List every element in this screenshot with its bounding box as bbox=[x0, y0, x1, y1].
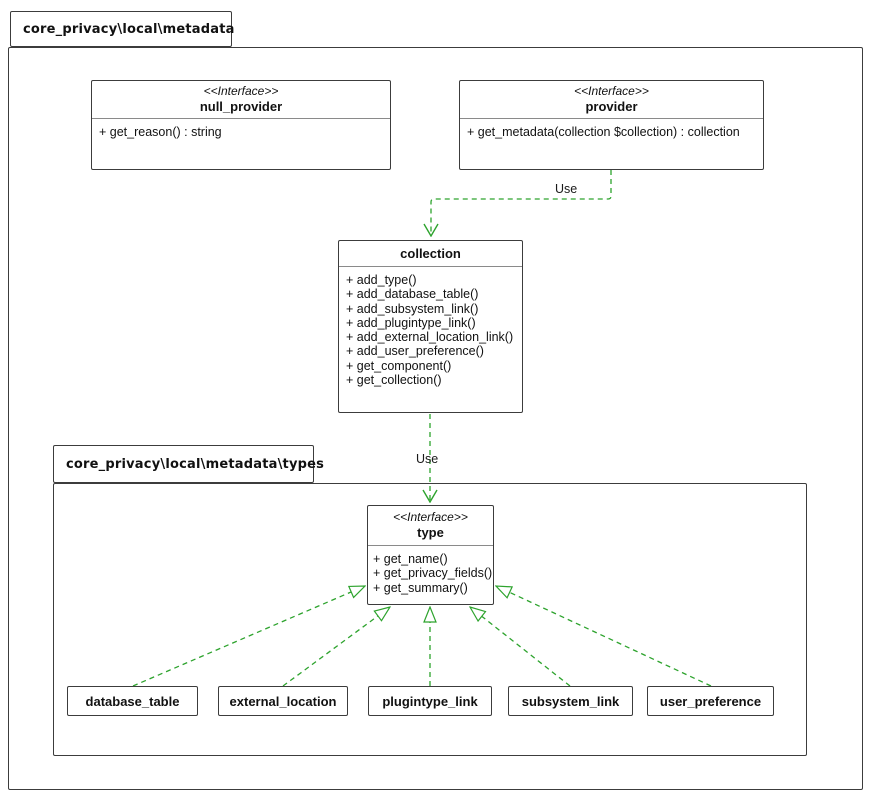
class-box-provider[interactable] bbox=[459, 80, 764, 170]
edge-external-location-type bbox=[283, 607, 390, 686]
method-item: + add_user_preference() bbox=[346, 344, 484, 359]
methods-compartment bbox=[368, 546, 493, 595]
class-name: database_table bbox=[85, 693, 180, 709]
class-header bbox=[368, 506, 493, 546]
methods-compartment bbox=[92, 119, 390, 139]
stereotype-label: <<Interface>> bbox=[393, 510, 468, 524]
class-name: provider bbox=[585, 99, 638, 114]
edge-provider-collection bbox=[431, 170, 611, 235]
class-name: external_location bbox=[229, 693, 337, 709]
edge-subsystem-link-type bbox=[470, 607, 570, 686]
method-item: + add_subsystem_link() bbox=[346, 301, 479, 316]
use-label-provider-collection: Use bbox=[555, 182, 578, 196]
class-box-database-table[interactable] bbox=[67, 686, 198, 716]
stereotype-label: <<Interface>> bbox=[574, 84, 649, 98]
method-item: + get_name() bbox=[373, 552, 448, 566]
class-box-plugintype-link[interactable] bbox=[368, 686, 492, 716]
class-header bbox=[92, 81, 390, 119]
edge-user-preference-type bbox=[496, 586, 711, 686]
class-box-null-provider[interactable] bbox=[91, 80, 391, 170]
method-item: + get_summary() bbox=[373, 580, 468, 595]
class-box-type[interactable] bbox=[367, 505, 494, 605]
methods-compartment bbox=[339, 267, 522, 387]
class-box-collection[interactable] bbox=[338, 240, 523, 413]
methods-compartment bbox=[460, 119, 763, 139]
class-name: subsystem_link bbox=[521, 693, 620, 709]
edge-database-table-type bbox=[133, 586, 365, 686]
method-item: + get_privacy_fields() bbox=[373, 566, 493, 581]
method-item: + get_reason() : string bbox=[99, 125, 222, 139]
class-name: null_provider bbox=[199, 99, 283, 114]
method-item: + add_plugintype_link() bbox=[346, 315, 476, 330]
use-label-collection-type: Use bbox=[416, 452, 439, 466]
class-header bbox=[460, 81, 763, 119]
class-name: plugintype_link bbox=[382, 693, 478, 709]
method-item: + add_database_table() bbox=[346, 287, 479, 302]
class-name: user_preference bbox=[659, 693, 762, 709]
class-box-subsystem-link[interactable] bbox=[508, 686, 633, 716]
class-header bbox=[339, 241, 522, 267]
class-name: collection bbox=[400, 245, 461, 261]
method-item: + get_component() bbox=[346, 358, 452, 373]
method-item: + get_metadata(collection $collection) : collection bbox=[467, 125, 740, 139]
method-item: + add_type() bbox=[346, 273, 417, 287]
class-name: type bbox=[417, 525, 444, 540]
class-box-user-preference[interactable] bbox=[647, 686, 774, 716]
package-inner-label: core_privacy\local\metadata\types bbox=[66, 456, 325, 472]
method-item: + get_collection() bbox=[346, 373, 442, 388]
class-box-external-location[interactable] bbox=[218, 686, 348, 716]
method-item: + add_external_location_link() bbox=[346, 330, 514, 345]
stereotype-label: <<Interface>> bbox=[203, 84, 279, 98]
package-outer-label: core_privacy\local\metadata bbox=[23, 21, 235, 37]
